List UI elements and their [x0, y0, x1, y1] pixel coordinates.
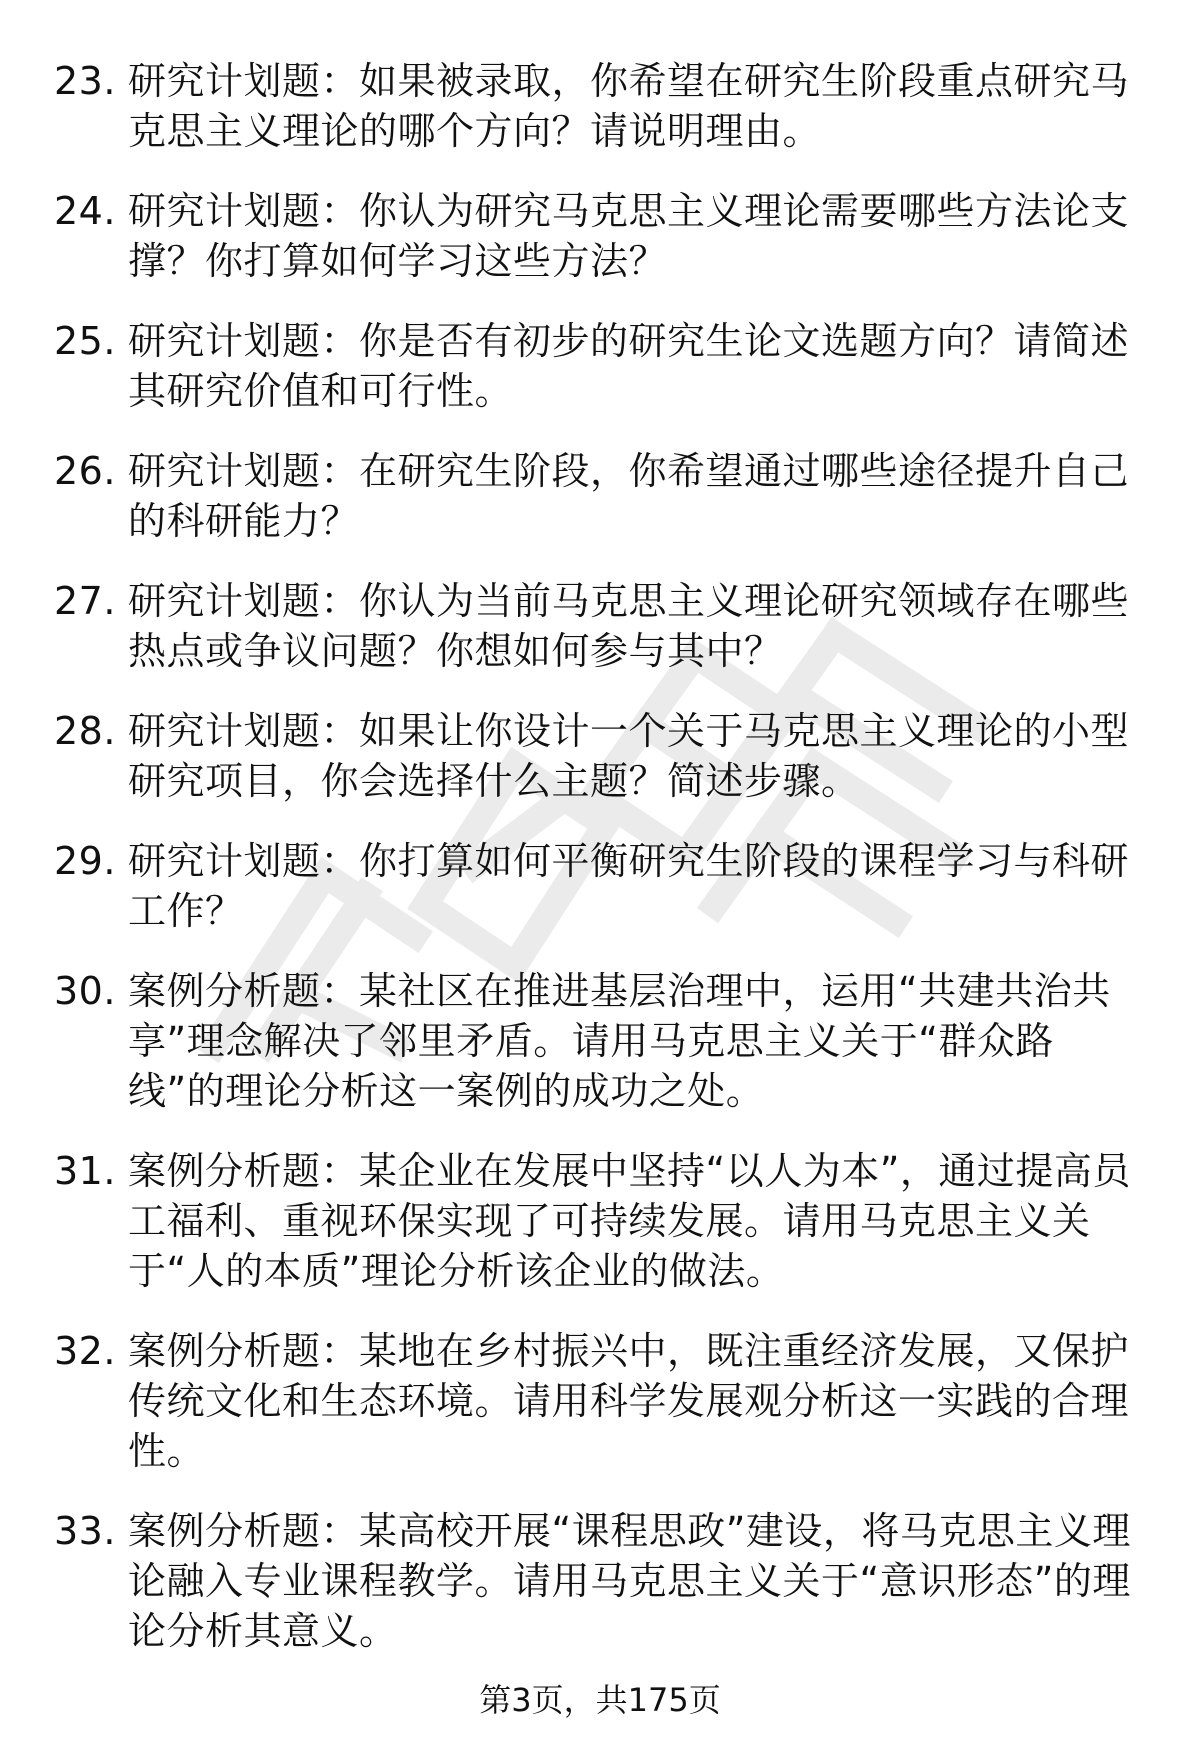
- question-item: [0, 1506, 1138, 1656]
- question-number: 26.: [54, 449, 116, 493]
- question-number: 24.: [54, 189, 116, 233]
- question-item: [0, 316, 1138, 416]
- question-text: 研究计划题：如果被录取，你希望在研究生阶段重点研究马克思主义理论的哪个方向？请说明理由。: [128, 59, 1130, 153]
- question-number: 28.: [54, 709, 116, 753]
- question-text: 案例分析题：某高校开展“课程思政”建设，将马克思主义理论融入专业课程教学。请用马克思主义关于“意识形态”的理论分析其意义。: [128, 1509, 1131, 1653]
- question-text: 案例分析题：某社区在推进基层治理中，运用“共建共治共享”理念解决了邻里矛盾。请用马克思主义关于“群众路线”的理论分析这一案例的成功之处。: [128, 969, 1111, 1113]
- question-text: 案例分析题：某地在乡村振兴中，既注重经济发展，又保护传统文化和生态环境。请用科学发展观分析这一实践的合理性。: [128, 1329, 1130, 1473]
- question-text: 研究计划题：你打算如何平衡研究生阶段的课程学习与科研工作？: [128, 839, 1130, 933]
- question-item: [0, 836, 1138, 936]
- question-item: [0, 706, 1138, 806]
- question-text: 研究计划题：如果让你设计一个关于马克思主义理论的小型研究项目，你会选择什么主题？简述步骤。: [128, 709, 1130, 803]
- question-number: 31.: [54, 1149, 116, 1193]
- question-item: [0, 576, 1138, 676]
- question-item: [0, 966, 1138, 1116]
- question-number: 33.: [54, 1509, 116, 1553]
- question-number: 27.: [54, 579, 116, 623]
- question-text: 研究计划题：你认为研究马克思主义理论需要哪些方法论支撑？你打算如何学习这些方法？: [128, 189, 1130, 283]
- question-number: 23.: [54, 59, 116, 103]
- question-item: [0, 186, 1138, 286]
- question-item: [0, 1326, 1138, 1476]
- page-number-label: 第3页，共175页: [479, 1681, 721, 1719]
- question-text: 案例分析题：某企业在发展中坚持“以人为本”，通过提高员工福利、重视环保实现了可持续发展。请用马克思主义关于“人的本质”理论分析该企业的做法。: [128, 1149, 1131, 1293]
- question-number: 32.: [54, 1329, 116, 1373]
- question-text: 研究计划题：你认为当前马克思主义理论研究领域存在哪些热点或争议问题？你想如何参与其中？: [128, 579, 1130, 673]
- question-number: 29.: [54, 839, 116, 883]
- question-item: [0, 1146, 1138, 1296]
- question-text: 研究计划题：在研究生阶段，你希望通过哪些途径提升自己的科研能力？: [128, 449, 1130, 543]
- question-list: [0, 56, 1200, 1686]
- question-item: [0, 56, 1138, 156]
- question-item: [0, 446, 1138, 546]
- question-number: 30.: [54, 969, 116, 1013]
- page-footer: [0, 1680, 1200, 1720]
- question-number: 25.: [54, 319, 116, 363]
- question-text: 研究计划题：你是否有初步的研究生论文选题方向？请简述其研究价值和可行性。: [128, 319, 1130, 413]
